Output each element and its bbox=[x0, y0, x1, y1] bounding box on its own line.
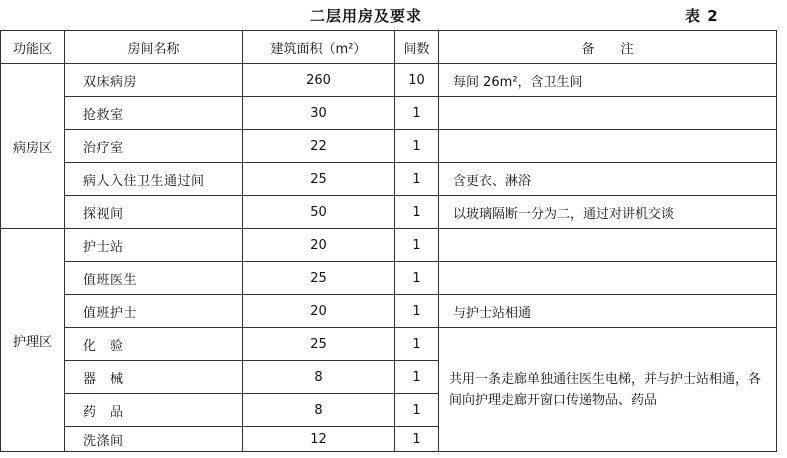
room-name: 值班医生 bbox=[65, 262, 243, 295]
table-row bbox=[1, 328, 777, 361]
room-name: 治疗室 bbox=[65, 130, 243, 163]
room-note bbox=[439, 130, 777, 163]
room-note: 含更衣、淋浴 bbox=[439, 163, 777, 196]
room-count: 1 bbox=[395, 328, 439, 361]
room-count: 10 bbox=[395, 64, 439, 97]
room-name: 护士站 bbox=[65, 229, 243, 262]
room-count: 1 bbox=[395, 196, 439, 229]
header-count: 间数 bbox=[395, 31, 439, 64]
room-note: 以玻璃隔断一分为二，通过对讲机交谈 bbox=[439, 196, 777, 229]
table-row bbox=[1, 196, 777, 229]
room-name: 器 械 bbox=[65, 361, 243, 394]
room-count: 1 bbox=[395, 163, 439, 196]
room-area: 30 bbox=[243, 97, 395, 130]
room-name: 病人入住卫生通过间 bbox=[65, 163, 243, 196]
room-area: 25 bbox=[243, 328, 395, 361]
room-note: 与护士站相通 bbox=[439, 295, 777, 328]
table-number: 表 2 bbox=[685, 7, 719, 25]
zone-nursing: 护理区 bbox=[1, 229, 65, 452]
header-note: 备 注 bbox=[439, 31, 777, 64]
zone-ward: 病房区 bbox=[1, 64, 65, 229]
room-area: 8 bbox=[243, 361, 395, 394]
rooms-table bbox=[0, 30, 777, 452]
table-title-bar bbox=[0, 2, 787, 28]
room-area: 22 bbox=[243, 130, 395, 163]
room-count: 1 bbox=[395, 97, 439, 130]
room-note bbox=[439, 97, 777, 130]
room-count: 1 bbox=[395, 427, 439, 452]
room-name: 药 品 bbox=[65, 394, 243, 427]
table-row bbox=[1, 130, 777, 163]
room-area: 25 bbox=[243, 262, 395, 295]
room-count: 1 bbox=[395, 262, 439, 295]
table-row bbox=[1, 262, 777, 295]
room-area: 25 bbox=[243, 163, 395, 196]
table-row bbox=[1, 163, 777, 196]
room-area: 20 bbox=[243, 295, 395, 328]
room-count: 1 bbox=[395, 229, 439, 262]
room-name: 抢救室 bbox=[65, 97, 243, 130]
table-row bbox=[1, 64, 777, 97]
room-count: 1 bbox=[395, 295, 439, 328]
room-name: 探视间 bbox=[65, 196, 243, 229]
header-row bbox=[1, 31, 777, 64]
room-name: 洗涤间 bbox=[65, 427, 243, 452]
table-title: 二层用房及要求 bbox=[310, 7, 423, 25]
header-zone: 功能区 bbox=[1, 31, 65, 64]
table-row bbox=[1, 229, 777, 262]
header-area: 建筑面积（m²） bbox=[243, 31, 395, 64]
room-count: 1 bbox=[395, 361, 439, 394]
room-note: 每间 26m²，含卫生间 bbox=[439, 64, 777, 97]
room-name: 双床病房 bbox=[65, 64, 243, 97]
room-name: 化 验 bbox=[65, 328, 243, 361]
room-area: 12 bbox=[243, 427, 395, 452]
room-area: 8 bbox=[243, 394, 395, 427]
room-name: 值班护士 bbox=[65, 295, 243, 328]
room-area: 20 bbox=[243, 229, 395, 262]
table-row bbox=[1, 295, 777, 328]
shared-note: 共用一条走廊单独通往医生电梯，并与护士站相通，各间向护理走廊开窗口传递物品、药品 bbox=[439, 328, 777, 452]
room-area: 260 bbox=[243, 64, 395, 97]
room-note bbox=[439, 229, 777, 262]
room-count: 1 bbox=[395, 394, 439, 427]
header-room: 房间名称 bbox=[65, 31, 243, 64]
room-area: 50 bbox=[243, 196, 395, 229]
table-row bbox=[1, 97, 777, 130]
room-count: 1 bbox=[395, 130, 439, 163]
room-note bbox=[439, 262, 777, 295]
